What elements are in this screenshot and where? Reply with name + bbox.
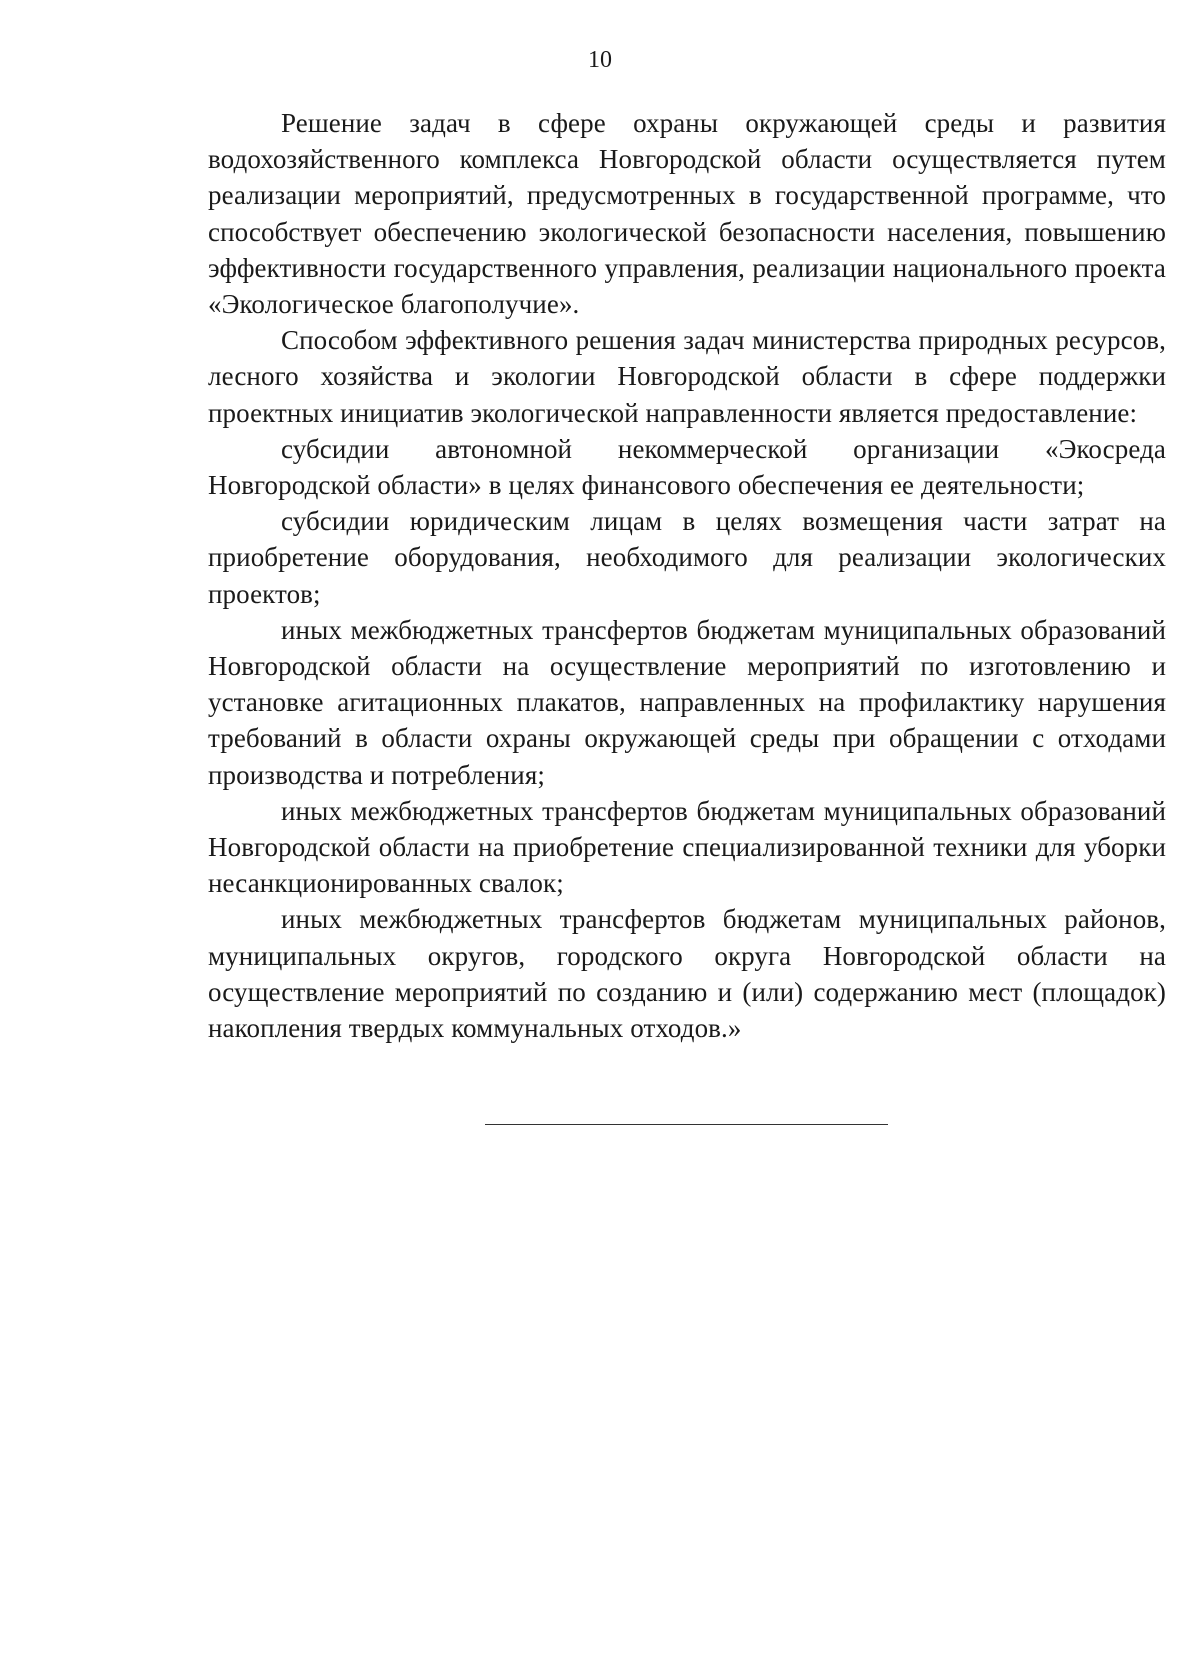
paragraph-transfers-waste-sites: иных межбюджетных трансфертов бюджетам муниципальных районов, муниципальных округов, городского округа Новгородской области на осуществление мероприятий по созданию и (или) содержанию мест (площадок) накопления твердых коммунальных отходов.» [208,904,1166,1044]
paragraph-transfers-equipment: иных межбюджетных трансфертов бюджетам муниципальных образований Новгородской области на приобретение специализированной техники для уборки несанкционированных свалок; [208,795,1166,899]
paragraph-environment-tasks: Решение задач в сфере охраны окружающей среды и развития водохозяйственного комплекса Новгородской области осуществляется путем реализации мероприятий, предусмотренных в государственной программе, что способствует обеспечению экологической безопасности населения, повышению эффективности государственного управления, реализации национального проекта «Экологическое благополучие». [208,108,1166,320]
paragraph-subsidy-ecosreda: субсидии автономной некоммерческой организации «Экосреда Новгородской области» в целях финансового обеспечения ее деятельности; [208,433,1166,501]
end-divider-line [485,1124,888,1125]
paragraph-transfers-posters: иных межбюджетных трансфертов бюджетам муниципальных образований Новгородской области на осуществление мероприятий по изготовлению и установке агитационных плакатов, направленных на профилактику нарушения требований в области охраны окружающей среды при обращении с отходами производства и потребления; [208,614,1166,790]
document-body [208,105,1166,1046]
page-number: 10 [588,47,612,73]
paragraph-subsidy-legal-entities: субсидии юридическим лицам в целях возмещения части затрат на приобретение оборудования, необходимого для реализации экологических проектов; [208,506,1166,609]
paragraph-support-method: Способом эффективного решения задач министерства природных ресурсов, лесного хозяйства и экологии Новгородской области в сфере поддержки проектных инициатив экологической направленности является предоставление: [208,325,1166,428]
